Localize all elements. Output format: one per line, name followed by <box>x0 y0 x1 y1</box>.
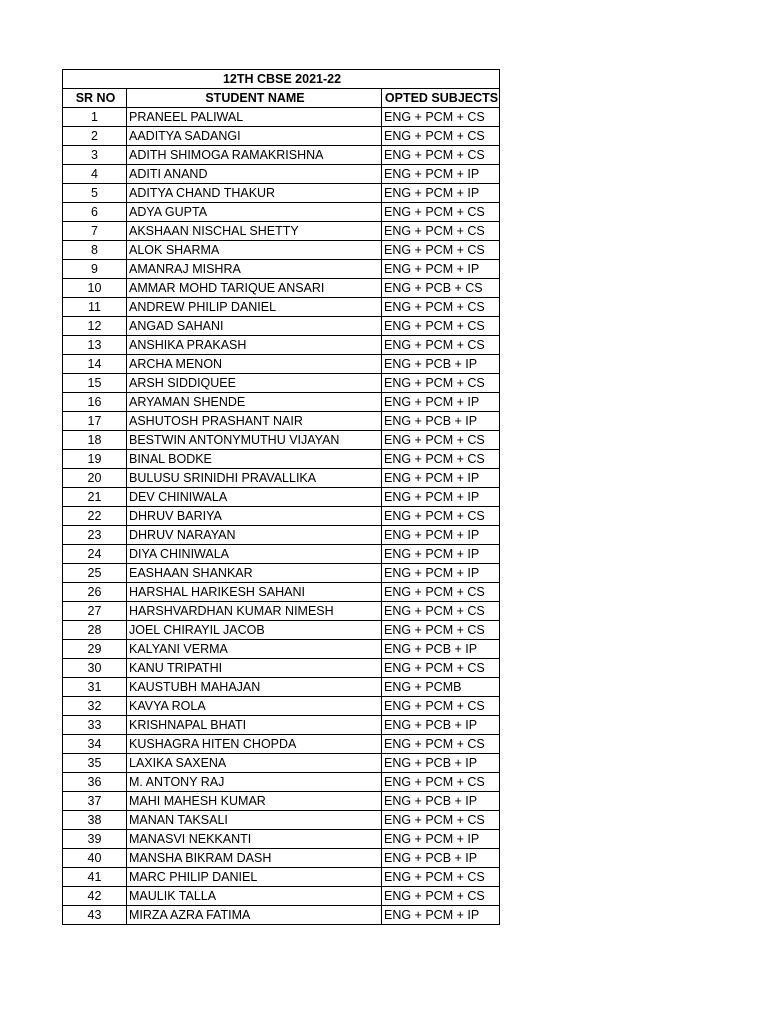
sr-no-cell: 5 <box>63 184 127 203</box>
opted-subjects-cell: ENG + PCM + CS <box>382 868 500 887</box>
table-row <box>63 583 500 602</box>
sr-no-cell: 12 <box>63 317 127 336</box>
sr-no-cell: 20 <box>63 469 127 488</box>
student-name-cell: MAHI MAHESH KUMAR <box>127 792 382 811</box>
opted-subjects-cell: ENG + PCM + CS <box>382 108 500 127</box>
table-row <box>63 526 500 545</box>
table-row <box>63 887 500 906</box>
sr-no-cell: 17 <box>63 412 127 431</box>
student-name-cell: KUSHAGRA HITEN CHOPDA <box>127 735 382 754</box>
header-opted-subjects: OPTED SUBJECTS <box>382 89 500 108</box>
sr-no-cell: 29 <box>63 640 127 659</box>
opted-subjects-cell: ENG + PCM + CS <box>382 887 500 906</box>
opted-subjects-cell: ENG + PCM + CS <box>382 374 500 393</box>
sr-no-cell: 3 <box>63 146 127 165</box>
sr-no-cell: 10 <box>63 279 127 298</box>
student-name-cell: KRISHNAPAL BHATI <box>127 716 382 735</box>
opted-subjects-cell: ENG + PCM + CS <box>382 659 500 678</box>
sr-no-cell: 34 <box>63 735 127 754</box>
opted-subjects-cell: ENG + PCM + IP <box>382 564 500 583</box>
table-row <box>63 564 500 583</box>
opted-subjects-cell: ENG + PCM + CS <box>382 336 500 355</box>
student-name-cell: HARSHAL HARIKESH SAHANI <box>127 583 382 602</box>
opted-subjects-cell: ENG + PCM + IP <box>382 260 500 279</box>
sr-no-cell: 25 <box>63 564 127 583</box>
table-row <box>63 735 500 754</box>
student-name-cell: DHRUV NARAYAN <box>127 526 382 545</box>
table-title: 12TH CBSE 2021-22 <box>63 70 500 89</box>
sr-no-cell: 39 <box>63 830 127 849</box>
student-name-cell: EASHAAN SHANKAR <box>127 564 382 583</box>
sr-no-cell: 14 <box>63 355 127 374</box>
opted-subjects-cell: ENG + PCM + CS <box>382 450 500 469</box>
sr-no-cell: 8 <box>63 241 127 260</box>
opted-subjects-cell: ENG + PCM + CS <box>382 583 500 602</box>
student-name-cell: MANASVI NEKKANTI <box>127 830 382 849</box>
student-name-cell: AKSHAAN NISCHAL SHETTY <box>127 222 382 241</box>
table-row <box>63 355 500 374</box>
student-name-cell: KAVYA ROLA <box>127 697 382 716</box>
table-body <box>63 108 500 925</box>
table-row <box>63 165 500 184</box>
sr-no-cell: 41 <box>63 868 127 887</box>
table-row <box>63 317 500 336</box>
student-name-cell: MAULIK TALLA <box>127 887 382 906</box>
sr-no-cell: 15 <box>63 374 127 393</box>
opted-subjects-cell: ENG + PCB + IP <box>382 412 500 431</box>
student-name-cell: ASHUTOSH PRASHANT NAIR <box>127 412 382 431</box>
table-row <box>63 241 500 260</box>
sr-no-cell: 7 <box>63 222 127 241</box>
table-row <box>63 602 500 621</box>
opted-subjects-cell: ENG + PCB + IP <box>382 849 500 868</box>
table-row <box>63 469 500 488</box>
sr-no-cell: 22 <box>63 507 127 526</box>
student-name-cell: ANSHIKA PRAKASH <box>127 336 382 355</box>
table-row <box>63 868 500 887</box>
student-name-cell: ARSH SIDDIQUEE <box>127 374 382 393</box>
table-row <box>63 108 500 127</box>
opted-subjects-cell: ENG + PCM + CS <box>382 222 500 241</box>
student-name-cell: MANAN TAKSALI <box>127 811 382 830</box>
student-name-cell: ADITI ANAND <box>127 165 382 184</box>
table-row <box>63 849 500 868</box>
table-row <box>63 507 500 526</box>
student-name-cell: BINAL BODKE <box>127 450 382 469</box>
opted-subjects-cell: ENG + PCM + IP <box>382 526 500 545</box>
opted-subjects-cell: ENG + PCM + IP <box>382 393 500 412</box>
sr-no-cell: 9 <box>63 260 127 279</box>
header-student-name: STUDENT NAME <box>127 89 382 108</box>
table-row <box>63 393 500 412</box>
header-row <box>63 89 500 108</box>
opted-subjects-cell: ENG + PCM + IP <box>382 545 500 564</box>
table-row <box>63 678 500 697</box>
sr-no-cell: 11 <box>63 298 127 317</box>
table-row <box>63 431 500 450</box>
sr-no-cell: 6 <box>63 203 127 222</box>
table-row <box>63 754 500 773</box>
student-name-cell: PRANEEL PALIWAL <box>127 108 382 127</box>
table-row <box>63 336 500 355</box>
opted-subjects-cell: ENG + PCM + CS <box>382 697 500 716</box>
student-name-cell: BESTWIN ANTONYMUTHU VIJAYAN <box>127 431 382 450</box>
opted-subjects-cell: ENG + PCB + IP <box>382 640 500 659</box>
student-name-cell: MIRZA AZRA FATIMA <box>127 906 382 925</box>
student-name-cell: AADITYA SADANGI <box>127 127 382 146</box>
table-row <box>63 222 500 241</box>
table-row <box>63 146 500 165</box>
sr-no-cell: 18 <box>63 431 127 450</box>
table-row <box>63 621 500 640</box>
table-row <box>63 830 500 849</box>
table-row <box>63 298 500 317</box>
sr-no-cell: 2 <box>63 127 127 146</box>
opted-subjects-cell: ENG + PCM + IP <box>382 184 500 203</box>
title-row <box>63 70 500 89</box>
opted-subjects-cell: ENG + PCM + CS <box>382 773 500 792</box>
sr-no-cell: 36 <box>63 773 127 792</box>
opted-subjects-cell: ENG + PCM + IP <box>382 906 500 925</box>
student-name-cell: DEV CHINIWALA <box>127 488 382 507</box>
student-name-cell: M. ANTONY RAJ <box>127 773 382 792</box>
sr-no-cell: 28 <box>63 621 127 640</box>
opted-subjects-cell: ENG + PCM + CS <box>382 507 500 526</box>
sr-no-cell: 38 <box>63 811 127 830</box>
student-name-cell: ADYA GUPTA <box>127 203 382 222</box>
opted-subjects-cell: ENG + PCM + IP <box>382 488 500 507</box>
opted-subjects-cell: ENG + PCM + CS <box>382 431 500 450</box>
sr-no-cell: 24 <box>63 545 127 564</box>
opted-subjects-cell: ENG + PCM + CS <box>382 621 500 640</box>
student-name-cell: ANDREW PHILIP DANIEL <box>127 298 382 317</box>
opted-subjects-cell: ENG + PCM + CS <box>382 241 500 260</box>
sr-no-cell: 42 <box>63 887 127 906</box>
table-row <box>63 450 500 469</box>
sr-no-cell: 16 <box>63 393 127 412</box>
student-name-cell: LAXIKA SAXENA <box>127 754 382 773</box>
sr-no-cell: 19 <box>63 450 127 469</box>
opted-subjects-cell: ENG + PCM + CS <box>382 298 500 317</box>
student-name-cell: BULUSU SRINIDHI PRAVALLIKA <box>127 469 382 488</box>
sr-no-cell: 40 <box>63 849 127 868</box>
opted-subjects-cell: ENG + PCM + CS <box>382 811 500 830</box>
opted-subjects-cell: ENG + PCM + CS <box>382 127 500 146</box>
student-name-cell: ARYAMAN SHENDE <box>127 393 382 412</box>
student-name-cell: ADITH SHIMOGA RAMAKRISHNA <box>127 146 382 165</box>
opted-subjects-cell: ENG + PCB + IP <box>382 355 500 374</box>
student-name-cell: HARSHVARDHAN KUMAR NIMESH <box>127 602 382 621</box>
sr-no-cell: 30 <box>63 659 127 678</box>
table-row <box>63 412 500 431</box>
sr-no-cell: 32 <box>63 697 127 716</box>
student-name-cell: ADITYA CHAND THAKUR <box>127 184 382 203</box>
sr-no-cell: 1 <box>63 108 127 127</box>
student-name-cell: KALYANI VERMA <box>127 640 382 659</box>
sr-no-cell: 26 <box>63 583 127 602</box>
table-row <box>63 659 500 678</box>
student-name-cell: MANSHA BIKRAM DASH <box>127 849 382 868</box>
opted-subjects-cell: ENG + PCB + IP <box>382 754 500 773</box>
sr-no-cell: 31 <box>63 678 127 697</box>
table-row <box>63 773 500 792</box>
student-subjects-table <box>62 69 500 925</box>
table-row <box>63 127 500 146</box>
sr-no-cell: 4 <box>63 165 127 184</box>
table-row <box>63 792 500 811</box>
sr-no-cell: 35 <box>63 754 127 773</box>
table-row <box>63 545 500 564</box>
opted-subjects-cell: ENG + PCB + CS <box>382 279 500 298</box>
sr-no-cell: 33 <box>63 716 127 735</box>
opted-subjects-cell: ENG + PCB + IP <box>382 792 500 811</box>
table-row <box>63 716 500 735</box>
opted-subjects-cell: ENG + PCM + CS <box>382 735 500 754</box>
student-name-cell: ANGAD SAHANI <box>127 317 382 336</box>
student-name-cell: AMANRAJ MISHRA <box>127 260 382 279</box>
opted-subjects-cell: ENG + PCM + IP <box>382 830 500 849</box>
opted-subjects-cell: ENG + PCB + IP <box>382 716 500 735</box>
table-row <box>63 811 500 830</box>
student-name-cell: AMMAR MOHD TARIQUE ANSARI <box>127 279 382 298</box>
student-name-cell: DIYA CHINIWALA <box>127 545 382 564</box>
student-name-cell: ARCHA MENON <box>127 355 382 374</box>
opted-subjects-cell: ENG + PCM + CS <box>382 317 500 336</box>
table-row <box>63 203 500 222</box>
table-row <box>63 640 500 659</box>
sr-no-cell: 21 <box>63 488 127 507</box>
table-row <box>63 260 500 279</box>
sr-no-cell: 23 <box>63 526 127 545</box>
table-row <box>63 279 500 298</box>
table-row <box>63 697 500 716</box>
header-sr-no: SR NO <box>63 89 127 108</box>
table-row <box>63 184 500 203</box>
student-name-cell: ALOK SHARMA <box>127 241 382 260</box>
student-name-cell: KANU TRIPATHI <box>127 659 382 678</box>
opted-subjects-cell: ENG + PCM + CS <box>382 146 500 165</box>
table-row <box>63 374 500 393</box>
student-name-cell: JOEL CHIRAYIL JACOB <box>127 621 382 640</box>
table-row <box>63 906 500 925</box>
opted-subjects-cell: ENG + PCMB <box>382 678 500 697</box>
opted-subjects-cell: ENG + PCM + CS <box>382 602 500 621</box>
student-name-cell: DHRUV BARIYA <box>127 507 382 526</box>
student-name-cell: MARC PHILIP DANIEL <box>127 868 382 887</box>
student-name-cell: KAUSTUBH MAHAJAN <box>127 678 382 697</box>
opted-subjects-cell: ENG + PCM + IP <box>382 469 500 488</box>
sr-no-cell: 13 <box>63 336 127 355</box>
opted-subjects-cell: ENG + PCM + CS <box>382 203 500 222</box>
table-row <box>63 488 500 507</box>
opted-subjects-cell: ENG + PCM + IP <box>382 165 500 184</box>
sr-no-cell: 43 <box>63 906 127 925</box>
sr-no-cell: 27 <box>63 602 127 621</box>
sr-no-cell: 37 <box>63 792 127 811</box>
